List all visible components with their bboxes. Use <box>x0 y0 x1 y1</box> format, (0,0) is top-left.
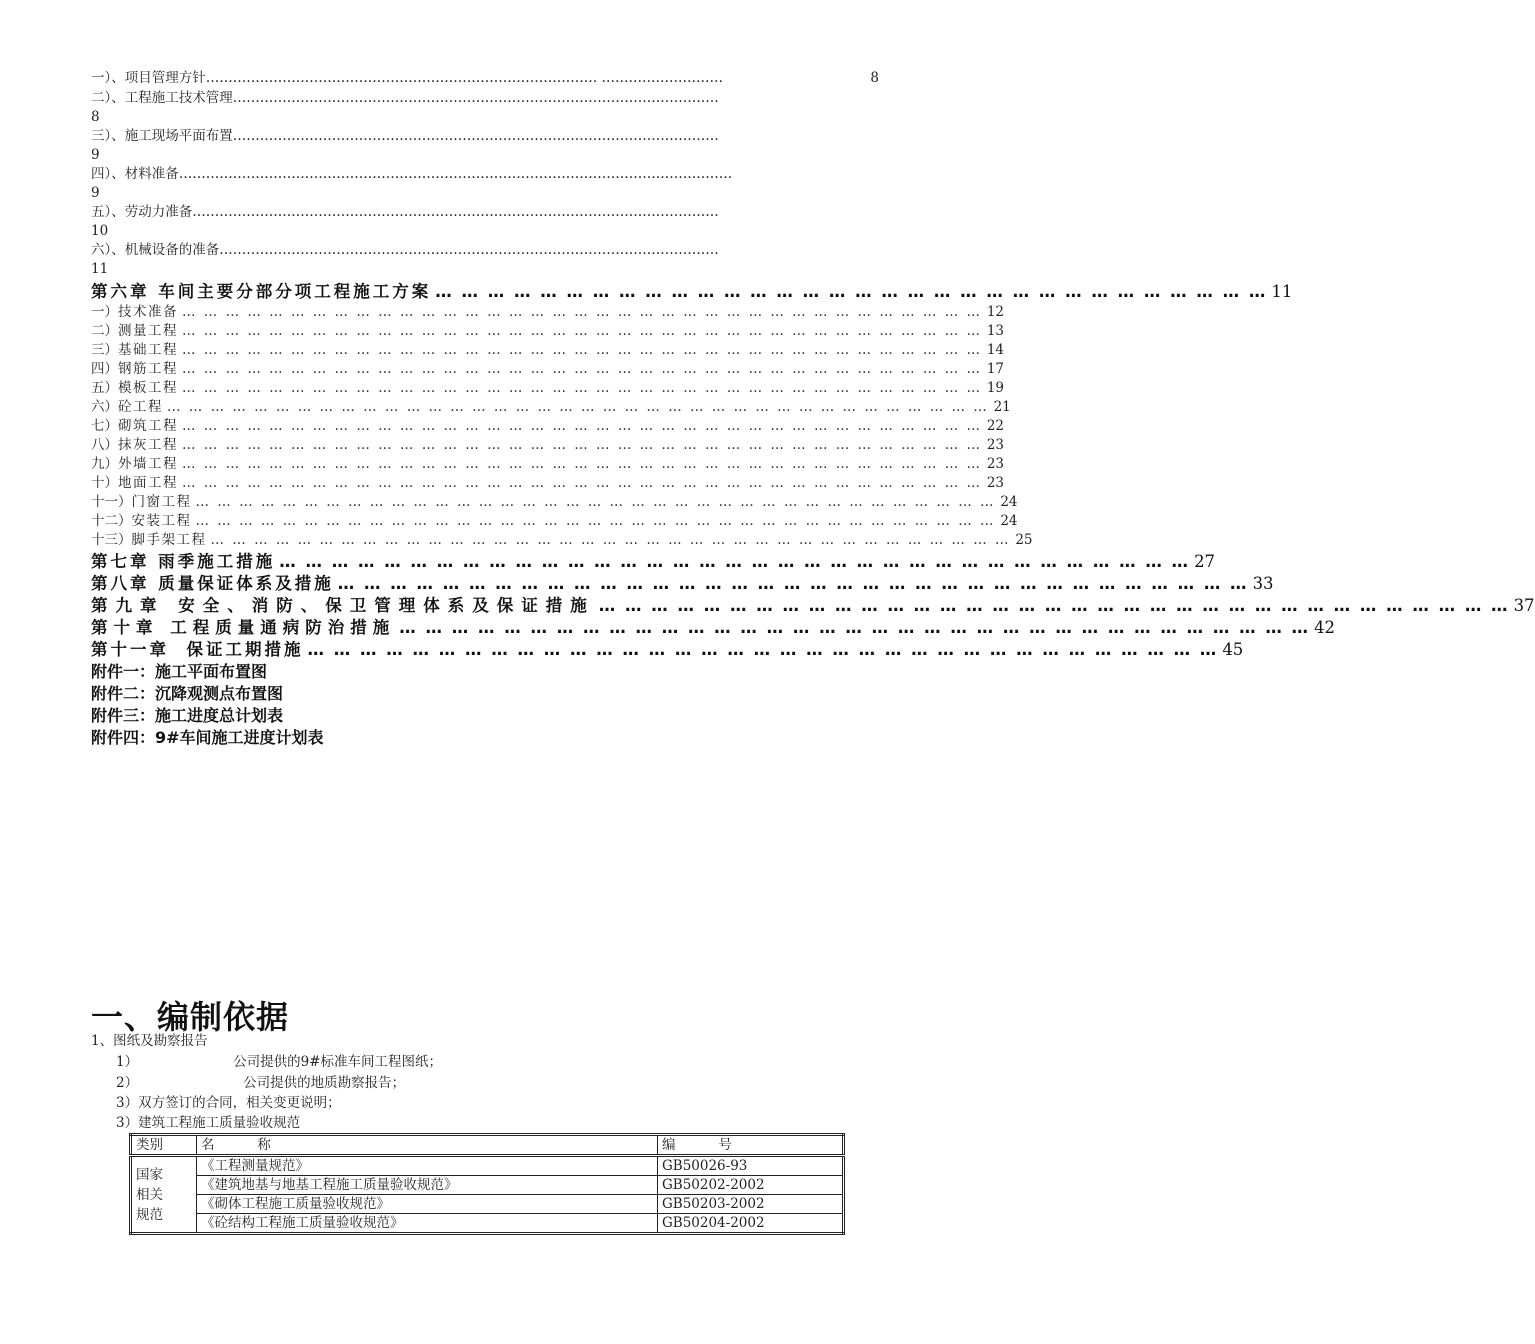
toc-chapter-page: 11 <box>1271 282 1293 301</box>
toc-sub-page: 23 <box>986 475 1004 491</box>
toc-leader-dots: … … … … … … … … … … … … … … … … … … … … … … … … … … … … … … … … … … … <box>598 596 1510 615</box>
toc-sub-page: 24 <box>1000 513 1018 529</box>
toc-chapter-page: 45 <box>1222 640 1244 659</box>
toc-sub-page: 19 <box>986 380 1004 396</box>
toc-chapter-11[interactable] <box>91 639 1244 661</box>
toc-chapter-page: 33 <box>1252 574 1274 593</box>
table-row <box>131 1156 844 1176</box>
table-row <box>131 1214 844 1234</box>
toc-entry-page: 8 <box>91 109 100 125</box>
toc-sub-entry[interactable] <box>91 512 1018 531</box>
toc-leader-dots: … … … … … … … … … … … … … … … … … … … … … … … … … … … … … … … … … … … … … … <box>167 399 989 415</box>
toc-entry-title: 三）、施工现场平面布置 <box>91 128 233 144</box>
item-heading: 1、图纸及勘察报告 <box>91 1033 208 1049</box>
toc-entry-title: 一）、项目管理方针 <box>91 70 206 86</box>
toc-leader-dots: …………………………………………………………………………… ……………………… <box>205 70 724 86</box>
toc-entry-title: 五）、劳动力准备 <box>91 204 193 220</box>
toc-leader-dots: … … … … … … … … … … … … … … … … … … … … … … … … … … … … … … … … … … … … … <box>182 323 982 339</box>
toc-entry[interactable] <box>91 127 883 165</box>
standard-name: 《砼结构工程施工质量验收规范》 <box>197 1214 658 1234</box>
toc-entry[interactable] <box>91 89 883 127</box>
toc-entry-title: 二）、工程施工技术管理 <box>91 90 233 106</box>
toc-sub-page: 22 <box>986 418 1004 434</box>
toc-entry-page: 10 <box>91 223 109 239</box>
toc-chapter-title: 第八章 质量保证体系及措施 <box>91 574 334 593</box>
attachment-entry[interactable]: 附件二：沉降观测点布置图 <box>91 684 284 703</box>
toc-sub-page: 12 <box>986 304 1004 320</box>
toc-leader-dots: ……………………………………………………………………………………………… <box>232 90 719 106</box>
toc-leader-dots: … … … … … … … … … … … … … … … … … … … … … … … … … … … … … … … … … … … … … <box>182 380 982 396</box>
toc-sub-entry[interactable] <box>91 417 1004 436</box>
standard-name: 《工程测量规范》 <box>197 1156 658 1176</box>
toc-sub-entry[interactable] <box>91 474 1004 493</box>
category-line: 相关 <box>136 1186 163 1203</box>
list-item-number: 2） <box>116 1075 139 1091</box>
toc-sub-entry[interactable] <box>91 436 1004 455</box>
toc-leader-dots: … … … … … … … … … … … … … … … … … … … … … … … … … … … … … … … … … … … … … <box>182 304 982 320</box>
toc-sub-title: 地面工程 <box>118 475 178 491</box>
category-line: 规范 <box>136 1206 163 1223</box>
attachment-entry[interactable]: 附件一：施工平面布置图 <box>91 662 268 681</box>
list-item-text: 公司提供的9#标准车间工程图纸； <box>233 1054 442 1070</box>
toc-sub-title: 门窗工程 <box>131 494 192 510</box>
toc-sub-entry[interactable] <box>91 398 1011 417</box>
toc-sub-entry[interactable] <box>91 379 1004 398</box>
list-item-text: 双方签订的合同，相关变更说明； <box>138 1095 341 1111</box>
toc-leader-dots: …………………………………………………………………………………………………………… <box>178 166 733 182</box>
toc-sub-page: 24 <box>1000 494 1018 510</box>
toc-chapter-7[interactable] <box>91 551 1216 573</box>
toc-sub-number: 六） <box>91 399 118 415</box>
standard-code: GB50204-2002 <box>658 1214 844 1234</box>
attachment-entry[interactable]: 附件四：9#车间施工进度计划表 <box>91 728 324 747</box>
toc-sub-entry[interactable] <box>91 493 1018 512</box>
toc-sub-number: 九） <box>91 456 118 472</box>
toc-chapter-page: 42 <box>1314 618 1336 637</box>
toc-sub-number: 七） <box>91 418 118 434</box>
standard-name: 《砌体工程施工质量验收规范》 <box>197 1195 658 1214</box>
toc-chapter-title: 第七章 雨季施工措施 <box>91 552 276 571</box>
toc-sub-title: 模板工程 <box>118 380 178 396</box>
toc-sub-entry[interactable] <box>91 303 1004 322</box>
toc-chapter-title: 第九章 安全、消防、保卫管理体系及保证措施 <box>91 596 595 615</box>
toc-entry[interactable] <box>91 69 883 88</box>
toc-leader-dots: ……………………………………………………………………………………………………… <box>192 204 719 220</box>
toc-sub-title: 脚手架工程 <box>131 532 207 548</box>
list-item-number: 3） <box>116 1115 139 1131</box>
toc-sub-page: 25 <box>1015 532 1033 548</box>
toc-sub-title: 技术准备 <box>118 304 178 320</box>
header-code: 编 号 <box>658 1135 844 1156</box>
category-line: 国家 <box>136 1166 163 1183</box>
toc-sub-number: 十一） <box>91 494 132 510</box>
toc-chapter-page: 27 <box>1194 552 1216 571</box>
toc-sub-title: 钢筋工程 <box>118 361 178 377</box>
toc-sub-title: 抹灰工程 <box>118 437 178 453</box>
attachment-entry[interactable]: 附件三：施工进度总计划表 <box>91 706 284 725</box>
table-header-row <box>131 1135 844 1156</box>
toc-chapter-10[interactable] <box>91 617 1336 639</box>
toc-sub-page: 14 <box>986 342 1004 358</box>
toc-entry-page: 8 <box>870 70 879 86</box>
toc-entry-page: 9 <box>91 147 100 163</box>
toc-leader-dots: … … … … … … … … … … … … … … … … … … … … … … … … … … … … … … … … … … … … … <box>182 437 982 453</box>
toc-leader-dots: … … … … … … … … … … … … … … … … … … … … … … … … … … … … … … … … … … … <box>399 618 1311 637</box>
toc-entry-title: 六）、机械设备的准备 <box>91 242 220 258</box>
toc-sub-number: 十二） <box>91 513 132 529</box>
toc-sub-page: 23 <box>986 456 1004 472</box>
table-row <box>131 1195 844 1214</box>
toc-entry-page: 9 <box>91 185 100 201</box>
standard-code: GB50203-2002 <box>658 1195 844 1214</box>
toc-chapter-title: 第六章 车间主要分部分项工程施工方案 <box>91 282 432 301</box>
toc-sub-page: 13 <box>986 323 1004 339</box>
list-item <box>116 1052 442 1072</box>
toc-sub-number: 二） <box>91 323 118 339</box>
toc-leader-dots: … … … … … … … … … … … … … … … … … … … … … … … … … … … … … … … … … … … … … <box>210 532 1011 548</box>
toc-leader-dots: … … … … … … … … … … … … … … … … … … … … … … … … … … … … … … … … … … … … … <box>195 513 996 529</box>
toc-entry[interactable] <box>91 203 883 241</box>
list-item <box>116 1093 341 1113</box>
toc-sub-title: 测量工程 <box>118 323 178 339</box>
toc-sub-number: 八） <box>91 437 118 453</box>
toc-leader-dots: … … … … … … … … … … … … … … … … … … … … … … … … … … … … … … … … … … … … … <box>182 418 982 434</box>
section-heading: 一、编制依据 <box>91 998 290 1036</box>
list-item-text: 建筑工程施工质量验收规范 <box>138 1115 301 1131</box>
toc-leader-dots: … … … … … … … … … … … … … … … … … … … … … … … … … … … … … … … … … … … … … <box>195 494 996 510</box>
toc-sub-page: 17 <box>986 361 1004 377</box>
toc-sub-number: 三） <box>91 342 118 358</box>
toc-leader-dots: … … … … … … … … … … … … … … … … … … … … … … … … … … … … … … … … <box>435 282 1268 301</box>
toc-sub-title: 安装工程 <box>131 513 192 529</box>
list-item <box>116 1073 405 1093</box>
list-item-number: 1） <box>116 1054 139 1070</box>
list-item <box>116 1113 300 1133</box>
toc-sub-number: 五） <box>91 380 118 396</box>
table-row <box>131 1176 844 1195</box>
toc-sub-entry[interactable] <box>91 360 1004 379</box>
toc-sub-title: 外墙工程 <box>118 456 178 472</box>
toc-sub-title: 砌筑工程 <box>118 418 178 434</box>
toc-chapter-title: 第十一章 保证工期措施 <box>91 640 304 659</box>
toc-sub-title: 基础工程 <box>118 342 178 358</box>
toc-chapter-9[interactable] <box>91 595 1535 617</box>
toc-leader-dots: … … … … … … … … … … … … … … … … … … … … … … … … … … … … … … … … … … … <box>337 574 1249 593</box>
standard-name: 《建筑地基与地基工程施工质量验收规范》 <box>197 1176 658 1195</box>
toc-sub-page: 23 <box>986 437 1004 453</box>
toc-sub-page: 21 <box>993 399 1011 415</box>
header-name: 名 称 <box>197 1135 658 1156</box>
toc-entry[interactable] <box>91 241 883 279</box>
toc-leader-dots: … … … … … … … … … … … … … … … … … … … … … … … … … … … … … … … … … … … … … <box>182 361 982 377</box>
toc-sub-entry[interactable] <box>91 531 1033 550</box>
toc-leader-dots: … … … … … … … … … … … … … … … … … … … … … … … … … … … … … … … … … … … <box>279 552 1191 571</box>
toc-sub-number: 十） <box>91 475 118 491</box>
category-cell <box>131 1156 197 1234</box>
toc-sub-number: 一） <box>91 304 118 320</box>
toc-entry-title: 四）、材料准备 <box>91 166 179 182</box>
toc-chapter-6[interactable] <box>91 281 1293 303</box>
header-category: 类别 <box>131 1135 197 1156</box>
toc-sub-number: 四） <box>91 361 118 377</box>
toc-chapter-8[interactable] <box>91 573 1274 595</box>
toc-sub-entry[interactable] <box>91 455 1004 474</box>
toc-leader-dots: … … … … … … … … … … … … … … … … … … … … … … … … … … … … … … … … … … … <box>307 640 1219 659</box>
toc-leader-dots: … … … … … … … … … … … … … … … … … … … … … … … … … … … … … … … … … … … … … <box>182 456 982 472</box>
list-item-number: 3） <box>116 1095 139 1111</box>
toc-chapter-title: 第十章 工程质量通病防治措施 <box>91 618 396 637</box>
toc-sub-entry[interactable] <box>91 322 1004 341</box>
toc-entry-page: 11 <box>91 261 109 277</box>
toc-leader-dots: ……………………………………………………………………………………………… <box>232 128 719 144</box>
toc-chapter-page: 37 <box>1513 596 1535 615</box>
toc-sub-title: 砼工程 <box>118 399 163 415</box>
toc-leader-dots: … … … … … … … … … … … … … … … … … … … … … … … … … … … … … … … … … … … … … <box>182 342 982 358</box>
toc-entry[interactable] <box>91 165 883 203</box>
standard-code: GB50202-2002 <box>658 1176 844 1195</box>
toc-sub-entry[interactable] <box>91 341 1004 360</box>
toc-leader-dots: ………………………………………………………………………………………………… <box>219 242 719 258</box>
standards-table <box>129 1133 845 1235</box>
standard-code: GB50026-93 <box>658 1156 844 1176</box>
toc-sub-number: 十三） <box>91 532 132 548</box>
toc-leader-dots: … … … … … … … … … … … … … … … … … … … … … … … … … … … … … … … … … … … … … <box>182 475 982 491</box>
list-item-text: 公司提供的地质勘察报告； <box>243 1075 406 1091</box>
